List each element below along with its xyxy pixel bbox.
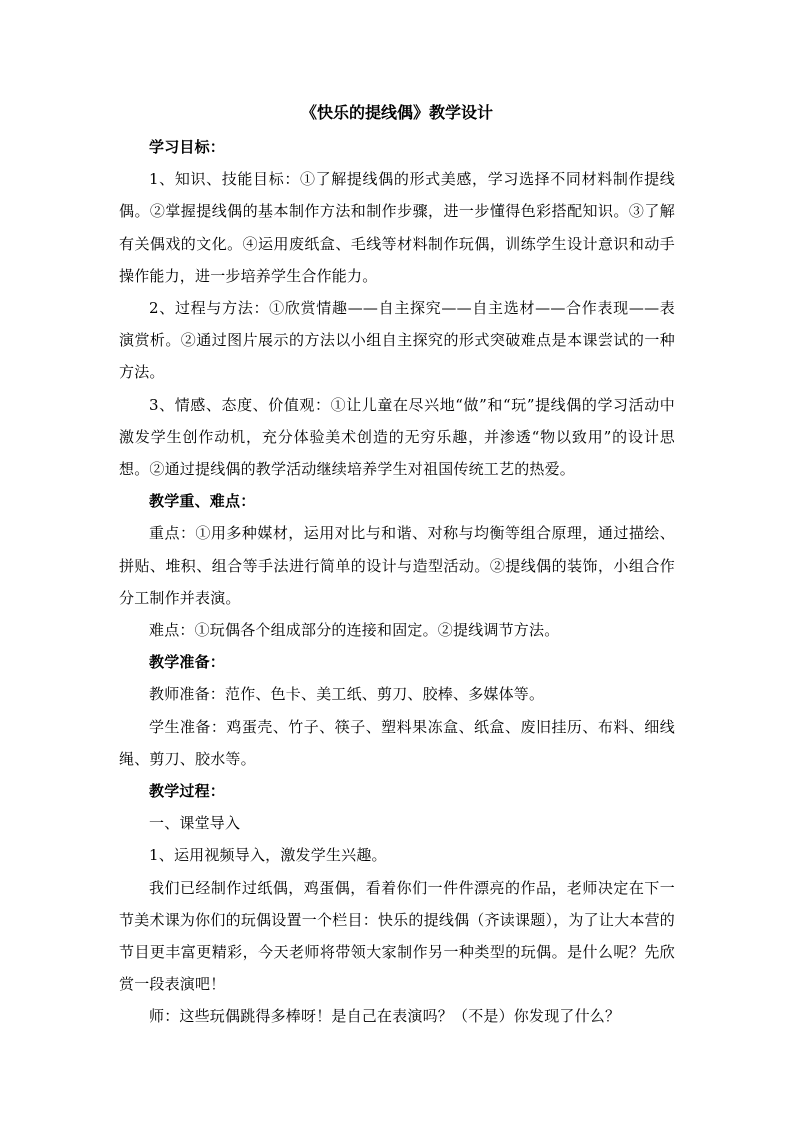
teacher-dialogue: 师：这些玩偶跳得多棒呀！是自己在表演吗？（不是）你发现了什么？ <box>149 1007 621 1026</box>
difficult-point-paragraph: 难点：①玩偶各个组成部分的连接和固定。②提线调节方法。 <box>149 621 560 640</box>
key-points-heading: 教学重、难点： <box>149 492 256 511</box>
document-page <box>119 97 675 1033</box>
objective-process: 2、过程与方法：①欣赏情趣——自主探究——自主选材——合作表现——表演赏析。②通过图片展示的方法以小组自主探究的形式突破难点是本课尝试的一种方法。 <box>119 299 675 382</box>
objective-emotion: 3、情感、态度、价值观：①让儿童在尽兴地“做”和“玩”提线偶的学习活动中激发学生创作动机，充分体验美术创造的无穷乐趣，并渗透“物以致用”的设计思想。②通过提线偶的教学活动继续培养学生对祖国传统工艺的热爱。 <box>119 395 675 479</box>
student-preparation: 学生准备：鸡蛋壳、竹子、筷子、塑料果冻盒、纸盒、废旧挂历、布料、细线绳、剪刀、胶水等。 <box>119 717 675 768</box>
procedure-paragraph: 我们已经制作过纸偶，鸡蛋偶，看着你们一件件漂亮的作品，老师决定在下一节美术课为你们的玩偶设置一个栏目：快乐的提线偶（齐读课题），为了让大本营的节目更丰富更精彩，今天老师将带领大家制作另一种类型的玩偶。是什么呢？先欣赏一段表演吧！ <box>119 878 675 994</box>
section-intro: 一、课堂导入 <box>149 814 241 833</box>
procedure-heading: 教学过程： <box>149 782 226 801</box>
teacher-preparation: 教师准备：范作、色卡、美工纸、剪刀、胶棒、多媒体等。 <box>149 685 545 704</box>
document-title: 《快乐的提线偶》教学设计 <box>300 103 493 122</box>
step-video-intro: 1、运用视频导入，激发学生兴趣。 <box>149 846 387 865</box>
key-point-paragraph: 重点：①用多种媒材，运用对比与和谐、对称与均衡等组合原理，通过描绘、拼贴、堆积、组合等手法进行简单的设计与造型活动。②提线偶的装饰，小组合作分工制作并表演。 <box>119 524 675 607</box>
preparation-heading: 教学准备： <box>149 653 226 672</box>
objective-knowledge: 1、知识、技能目标：①了解提线偶的形式美感，学习选择不同材料制作提线偶。②掌握提线偶的基本制作方法和制作步骤，进一步懂得色彩搭配知识。③了解有关偶戏的文化。④运用废纸盒、毛线等材料制作玩偶，训练学生设计意识和动手操作能力，进一步培养学生合作能力。 <box>119 170 675 285</box>
objectives-heading: 学习目标： <box>149 138 226 156</box>
